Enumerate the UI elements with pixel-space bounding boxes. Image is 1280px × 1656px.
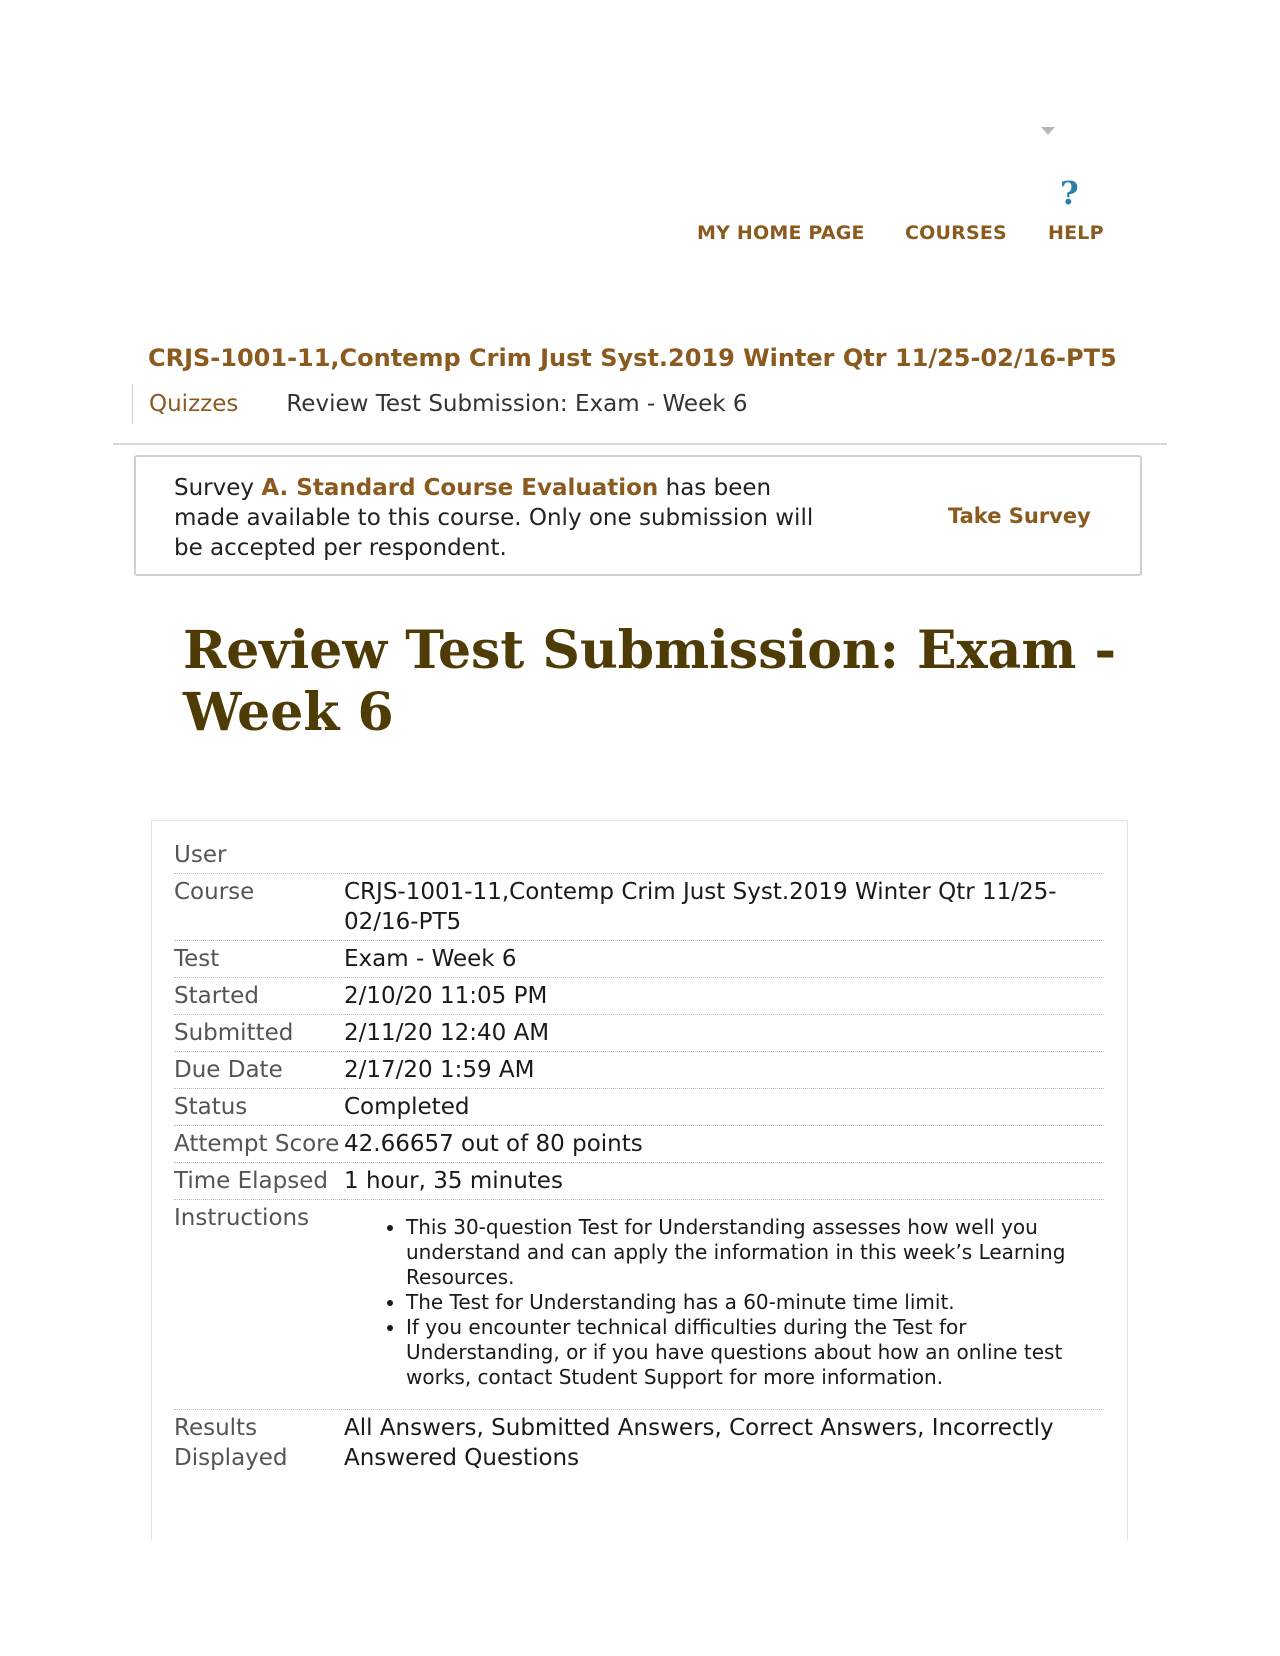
instruction-item: • If you encounter technical difficulties during the Test for Understanding, or if you have questions about how an online test works, contact Student Support for more information.	[406, 1315, 1104, 1390]
details-row-started	[174, 978, 1104, 1015]
user-value	[344, 837, 1104, 874]
survey-suffix: has been made available to this course. Only one submission will be accepted per respondent.	[174, 475, 814, 561]
my-home-page-link[interactable]: MY HOME PAGE	[697, 222, 865, 244]
survey-message	[174, 473, 834, 563]
details-row-status	[174, 1089, 1104, 1126]
survey-notice	[134, 455, 1142, 576]
breadcrumb-current: Review Test Submission: Exam - Week 6	[286, 391, 748, 417]
submission-details-panel	[151, 820, 1128, 1540]
results-displayed-value: All Answers, Submitted Answers, Correct Answers, Incorrectly Answered Questions	[344, 1415, 1054, 1471]
details-row-attempt-score	[174, 1126, 1104, 1163]
test-label: Test	[174, 941, 344, 978]
help-link[interactable]: HELP	[1048, 222, 1104, 244]
test-value: Exam - Week 6	[344, 941, 1104, 978]
details-row-submitted	[174, 1015, 1104, 1052]
started-value: 2/10/20 11:05 PM	[344, 978, 1104, 1015]
started-label: Started	[174, 978, 344, 1015]
course-label: Course	[174, 874, 344, 941]
user-label: User	[174, 837, 344, 874]
breadcrumb-quizzes-link[interactable]: Quizzes	[149, 391, 239, 417]
details-row-instructions	[174, 1200, 1104, 1410]
instruction-item: • This 30-question Test for Understanding assesses how well you understand and can apply the information in this week’s Learning Resources.	[406, 1215, 1104, 1290]
survey-name-link[interactable]: A. Standard Course Evaluation	[261, 475, 659, 501]
details-row-results-displayed	[174, 1410, 1104, 1477]
take-survey-button[interactable]: Take Survey	[948, 504, 1091, 528]
time-elapsed-label: Time Elapsed	[174, 1163, 344, 1200]
details-row-user	[174, 837, 1104, 874]
courses-link[interactable]: COURSES	[905, 222, 1007, 244]
instructions-label: Instructions	[174, 1200, 344, 1410]
due-date-label: Due Date	[174, 1052, 344, 1089]
time-elapsed-value: 1 hour, 35 minutes	[344, 1163, 1104, 1200]
details-row-test	[174, 941, 1104, 978]
course-title-link[interactable]: CRJS-1001-11,Contemp Crim Just Syst.2019 Winter Qtr 11/25-02/16-PT5	[148, 344, 1117, 372]
submitted-label: Submitted	[174, 1015, 344, 1052]
page-title: Review Test Submission: Exam - Week 6	[183, 620, 1117, 743]
details-row-course	[174, 874, 1104, 941]
top-navigation	[0, 0, 1280, 260]
instruction-item: • The Test for Understanding has a 60-minute time limit.	[406, 1290, 1104, 1315]
status-value: Completed	[344, 1089, 1104, 1126]
details-row-due-date	[174, 1052, 1104, 1089]
instructions-list	[344, 1215, 1104, 1390]
breadcrumb	[132, 384, 748, 424]
header-divider	[113, 443, 1167, 445]
survey-prefix: Survey	[174, 475, 262, 501]
attempt-score-label: Attempt Score	[174, 1126, 344, 1163]
due-date-value: 2/17/20 1:59 AM	[344, 1052, 1104, 1089]
course-value: CRJS-1001-11,Contemp Crim Just Syst.2019 Winter Qtr 11/25-02/16-PT5	[344, 874, 1104, 941]
results-displayed-label: Results Displayed	[174, 1415, 288, 1471]
instructions-value	[344, 1200, 1104, 1410]
details-row-time-elapsed	[174, 1163, 1104, 1200]
submitted-value: 2/11/20 12:40 AM	[344, 1015, 1104, 1052]
status-label: Status	[174, 1089, 344, 1126]
submission-details-table	[174, 837, 1104, 1476]
question-mark-icon[interactable]: ?	[1060, 174, 1079, 212]
attempt-score-value: 42.66657 out of 80 points	[344, 1126, 1104, 1163]
